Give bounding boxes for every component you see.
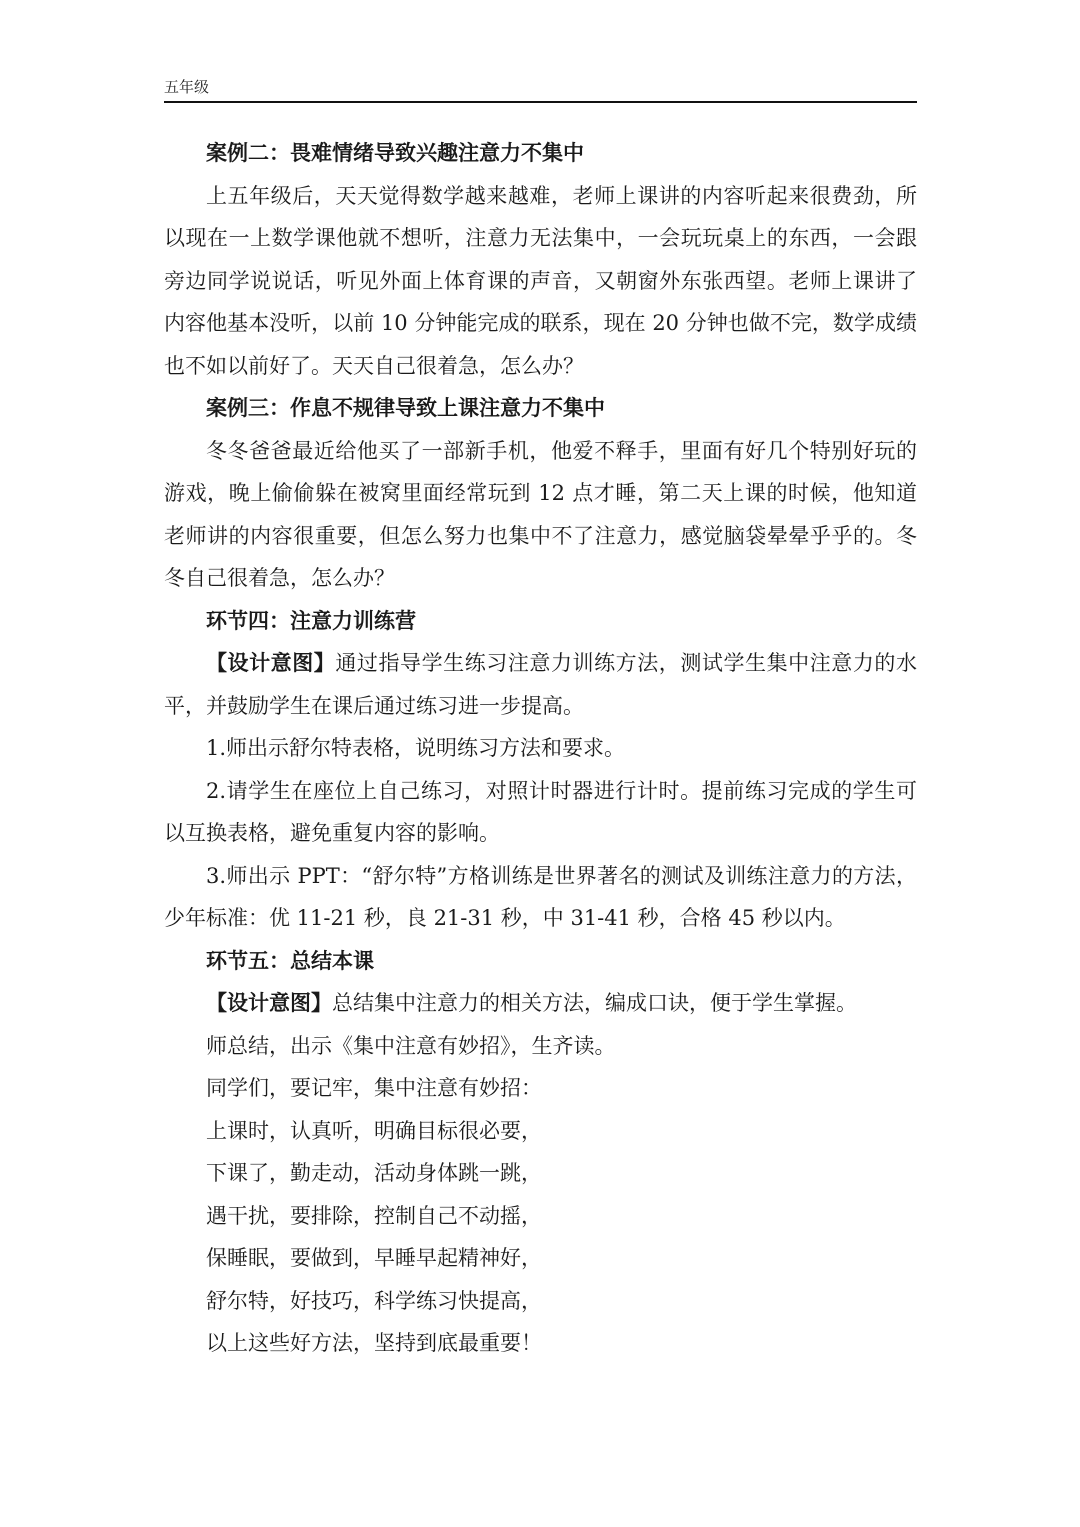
design-intent-five	[164, 982, 917, 1025]
summary-intro: 师总结，出示《集中注意有妙招》，生齐读。	[206, 1033, 616, 1058]
rhyme-line: 舒尔特，好技巧，科学练习快提高，	[206, 1288, 542, 1313]
step-three: 3.师出示 PPT：“舒尔特”方格训练是世界著名的测试及训练注意力的方法，少年标准：优 11-21 秒，良 21-31 秒，中 31-41 秒，合格 45 秒以内。	[164, 863, 917, 930]
rhyme-line: 同学们，要记牢，集中注意有妙招：	[206, 1076, 542, 1100]
step-two: 2.请学生在座位上自己练习，对照计时器进行计时。提前练习完成的学生可以互换表格，避免重复内容的影响。	[164, 778, 917, 845]
paragraph-case-three: 冬冬爸爸最近给他买了一部新手机，他爱不释手，里面有好几个特别好玩的游戏，晚上偷偷躲在被窝里面经常玩到 12 点才睡，第二天上课的时候，他知道老师讲的内容很重要，但怎么努力也集中不了注意力，感觉脑袋晕晕乎乎的。冬冬自己很着急，怎么办？	[164, 438, 917, 590]
rhyme-line: 下课了，勤走动，活动身体跳一跳，	[206, 1161, 542, 1185]
rhyme-line: 遇干扰，要排除，控制自己不动摇，	[206, 1203, 542, 1228]
page-header	[164, 76, 917, 103]
rhyme-line: 保睡眠，要做到，早睡早起精神好，	[206, 1246, 542, 1270]
rhyme-line: 以上这些好方法，坚持到底最重要！	[206, 1331, 542, 1355]
design-intent-four	[164, 642, 917, 727]
design-intent-text: 通过指导学生练习注意力训练方法，测试学生集中注意力的水平，并鼓励学生在课后通过练习进一步提高。	[164, 651, 917, 718]
heading-section-five: 环节五：总结本课	[206, 947, 374, 973]
heading-case-three: 案例三：作息不规律导致上课注意力不集中	[206, 395, 605, 420]
heading-section-four: 环节四：注意力训练营	[206, 607, 416, 633]
heading-case-two: 案例二：畏难情绪导致兴趣注意力不集中	[206, 140, 584, 165]
rhyme-line: 上课时，认真听，明确目标很必要，	[206, 1118, 542, 1143]
design-intent-label: 【设计意图】	[206, 990, 332, 1015]
paragraph-case-two: 上五年级后，天天觉得数学越来越难，老师上课讲的内容听起来很费劲，所以现在一上数学课他就不想听，注意力无法集中，一会玩玩桌上的东西，一会跟旁边同学说说话，听见外面上体育课的声音，又朝窗外东张西望。老师上课讲了内容他基本没听，以前 10 分钟能完成的联系，现在 20 分钟也做不完，数学成绩也不如以前好了。天天自己很着急，怎么办？	[164, 183, 917, 378]
document-body	[164, 132, 917, 1365]
step-one: 1.师出示舒尔特表格，说明练习方法和要求。	[206, 736, 626, 760]
design-intent-text: 总结集中注意力的相关方法，编成口诀，便于学生掌握。	[332, 991, 857, 1015]
design-intent-label: 【设计意图】	[206, 650, 336, 675]
header-title: 五年级	[164, 78, 210, 96]
